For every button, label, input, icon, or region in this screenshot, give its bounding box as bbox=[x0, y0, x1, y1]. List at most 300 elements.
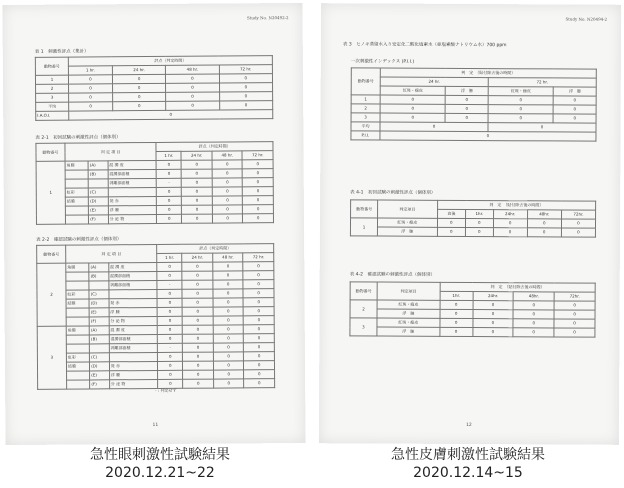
cell: 0 bbox=[219, 101, 272, 110]
table3-animal-header: 動物番号 bbox=[351, 68, 380, 95]
table21-time: 1 hr. bbox=[156, 151, 181, 160]
item-category bbox=[66, 272, 89, 281]
table41-time: 直後 bbox=[437, 209, 466, 218]
table1-animal-header: 動物番号 bbox=[35, 57, 68, 75]
item-category bbox=[66, 308, 89, 317]
cell: 0 bbox=[183, 379, 214, 388]
cell: 0 bbox=[156, 169, 181, 178]
right-caption-title: 急性皮膚刺激性試験結果 bbox=[391, 447, 545, 463]
table-row bbox=[350, 227, 595, 237]
item-code bbox=[90, 344, 109, 353]
right-report-page bbox=[319, 3, 621, 445]
row-label: 3 bbox=[36, 93, 69, 102]
row-label: 平均 bbox=[36, 102, 69, 111]
cell: 0 bbox=[157, 214, 182, 223]
cell: 0 bbox=[445, 104, 488, 113]
cell: 0 bbox=[113, 92, 166, 101]
cell: 0 bbox=[182, 307, 213, 316]
item-code: (C) bbox=[89, 290, 108, 299]
cell: 0 bbox=[212, 196, 243, 205]
item-name: 紅斑・痂皮 bbox=[377, 318, 440, 327]
table22-group-header: 評点（判定時間） bbox=[157, 244, 274, 254]
table42-time: 48hr. bbox=[513, 292, 554, 301]
cell: 0 bbox=[157, 289, 182, 298]
cell: 0 bbox=[554, 328, 595, 337]
cell: 0 bbox=[243, 298, 274, 307]
table-row bbox=[36, 214, 273, 225]
table21-time: 48 hr. bbox=[212, 151, 243, 160]
cell: 0 bbox=[157, 325, 182, 334]
item-name: 発 赤 bbox=[109, 298, 158, 307]
cell: 0 bbox=[244, 334, 275, 343]
cell: 0 bbox=[243, 271, 274, 280]
cell: 0 bbox=[465, 218, 493, 227]
item-category bbox=[67, 371, 90, 380]
pii-value: 0 bbox=[380, 131, 596, 141]
table1 bbox=[35, 55, 273, 121]
cell: 0 bbox=[183, 352, 214, 361]
cell: 0 bbox=[157, 307, 182, 316]
cell: 0 bbox=[243, 187, 274, 196]
item-code bbox=[89, 281, 108, 290]
cell: 0 bbox=[440, 309, 473, 318]
item-code: (A) bbox=[89, 326, 108, 335]
table3-caption: 表 3 ヒノキ蒸留水入り安定化二酸化塩素水（亜塩素酸ナトリウム水）700 ppm bbox=[342, 42, 507, 49]
item-category: 結膜 bbox=[66, 362, 89, 371]
cell: 0 bbox=[488, 96, 553, 105]
item-name: 混 濁 度 bbox=[108, 262, 157, 271]
cell: 0 bbox=[437, 227, 466, 236]
item-category bbox=[66, 281, 89, 290]
cell: 0 bbox=[527, 219, 561, 228]
table22 bbox=[36, 243, 275, 390]
cell: 0 bbox=[157, 262, 182, 271]
cell: 0 bbox=[243, 169, 274, 178]
item-category: 結膜 bbox=[65, 197, 88, 206]
cell: 0 bbox=[182, 262, 213, 271]
cell: 0 bbox=[181, 160, 212, 169]
cell: 0 bbox=[213, 325, 244, 334]
right-page-number: 12 bbox=[466, 422, 472, 429]
iaoi-label: I.A.O.I. bbox=[36, 111, 69, 120]
table22-time: 1 hr. bbox=[157, 253, 182, 262]
item-name: 浮 腫 bbox=[109, 307, 158, 316]
table3 bbox=[350, 67, 596, 141]
cell: 0 bbox=[437, 218, 466, 227]
cell: 0 bbox=[473, 301, 514, 310]
right-caption-date: 2020.12.14~15 bbox=[413, 465, 523, 481]
item-code: (E) bbox=[90, 371, 109, 380]
item-category bbox=[65, 170, 88, 179]
cell: 0 bbox=[561, 228, 595, 237]
table41-time: 48hr. bbox=[527, 210, 561, 219]
cell: - bbox=[156, 178, 181, 187]
cell: 0 bbox=[213, 307, 244, 316]
cell: 0 bbox=[488, 105, 553, 114]
cell: 0 bbox=[183, 370, 214, 379]
item-code: (A) bbox=[89, 263, 108, 272]
iaoi-value: 0 bbox=[69, 110, 273, 120]
table3-subcol: 浮 腫 bbox=[446, 86, 489, 95]
item-code: (D) bbox=[89, 299, 108, 308]
cell: 0 bbox=[380, 104, 445, 113]
cell: 0 bbox=[182, 289, 213, 298]
cell: 0 bbox=[527, 228, 561, 237]
item-code: (A) bbox=[88, 161, 107, 170]
cell: 0 bbox=[213, 370, 244, 379]
table3-subcol: 紅斑・痂皮 bbox=[488, 87, 553, 96]
cell: 0 bbox=[157, 271, 182, 280]
table1-group-header: 評点（判定時間） bbox=[68, 56, 272, 66]
table22-time: 72 hr. bbox=[243, 253, 274, 262]
animal-number: 3 bbox=[37, 326, 66, 389]
table-row bbox=[350, 327, 595, 337]
item-code: (C) bbox=[88, 188, 107, 197]
cell: 0 bbox=[244, 361, 275, 370]
cell: 0 bbox=[445, 95, 488, 104]
table21-caption: 表 2-1 初回試験の刺激性評点（個体別） bbox=[35, 135, 121, 141]
cell: 0 bbox=[244, 379, 275, 388]
item-name: 紅斑・痂皮 bbox=[377, 300, 440, 309]
cell: 0 bbox=[212, 214, 243, 223]
table3-time: 72 hr. bbox=[488, 78, 596, 88]
item-name: 混 濁 度 bbox=[109, 325, 158, 334]
cell: 0 bbox=[183, 334, 214, 343]
cell: 0 bbox=[513, 319, 554, 328]
cell: 0 bbox=[243, 178, 274, 187]
item-name: 浮 腫 bbox=[108, 205, 157, 214]
cell: 0 bbox=[212, 169, 243, 178]
item-category: 角膜 bbox=[65, 161, 88, 170]
left-caption bbox=[0, 446, 320, 482]
item-name: 混濁部面積 bbox=[108, 169, 157, 178]
avg-label: 平均 bbox=[351, 122, 380, 131]
item-code: (B) bbox=[90, 335, 109, 344]
cell: 0 bbox=[472, 328, 513, 337]
cell: 0 bbox=[182, 214, 213, 223]
table3-subcaption: 一次刺激性インデックス (P.I.I.) bbox=[350, 59, 415, 65]
table1-time: 48 hr. bbox=[166, 65, 219, 74]
cell: 0 bbox=[440, 327, 473, 336]
cell: 0 bbox=[213, 352, 244, 361]
item-code bbox=[88, 179, 107, 188]
item-code: (C) bbox=[90, 353, 109, 362]
table-row bbox=[36, 110, 273, 121]
item-category: 角膜 bbox=[66, 263, 89, 272]
item-name: 分 泌 物 bbox=[109, 379, 158, 388]
item-code: (E) bbox=[89, 206, 108, 215]
item-name: 剥離部面積 bbox=[109, 343, 158, 352]
cell: 0 bbox=[158, 370, 183, 379]
table41 bbox=[350, 199, 596, 237]
cell: 0 bbox=[553, 105, 596, 114]
cell: 0 bbox=[554, 301, 595, 310]
left-caption-title: 急性眼刺激性試験結果 bbox=[90, 447, 230, 463]
cell: 0 bbox=[473, 319, 514, 328]
table42-time: 72hr. bbox=[554, 292, 595, 301]
animal-number: 1 bbox=[36, 161, 65, 224]
item-category: 虹彩 bbox=[66, 290, 89, 299]
table42-group-header: 判 定 （貼付除去後の時間） bbox=[440, 282, 595, 292]
cell: 0 bbox=[212, 205, 243, 214]
cell: 0 bbox=[561, 219, 595, 228]
left-report-page bbox=[2, 3, 305, 445]
cell: 0 bbox=[553, 114, 596, 123]
table42-animal-header: 動物番号 bbox=[350, 282, 377, 300]
item-name: 分 泌 物 bbox=[108, 214, 157, 223]
table21-time: 24 hr. bbox=[181, 151, 212, 160]
item-name: 浮 腫 bbox=[377, 309, 440, 318]
table41-time: 1hr. bbox=[466, 209, 494, 218]
table21 bbox=[35, 141, 274, 225]
cell: 0 bbox=[182, 298, 213, 307]
table1-caption: 表 1 刺激性評点（集計） bbox=[34, 49, 89, 55]
item-category bbox=[66, 344, 89, 353]
cell: 0 bbox=[157, 316, 182, 325]
cell: 0 bbox=[219, 92, 272, 101]
cell: 0 bbox=[69, 93, 113, 102]
item-category: 結膜 bbox=[66, 299, 89, 308]
cell: 0 bbox=[243, 262, 274, 271]
cell: 0 bbox=[213, 262, 244, 271]
item-category: 虹彩 bbox=[66, 353, 89, 362]
table42-item-header: 判定項目 bbox=[377, 282, 440, 300]
cell: 0 bbox=[219, 83, 272, 92]
cell: 0 bbox=[182, 187, 213, 196]
cell: 0 bbox=[183, 361, 214, 370]
cell: 0 bbox=[243, 214, 274, 223]
item-name: 浮 腫 bbox=[377, 227, 437, 236]
item-code: (F) bbox=[89, 215, 108, 224]
row-label: 1 bbox=[35, 75, 68, 84]
row-label: 2 bbox=[351, 104, 380, 113]
table21-animal-header: 動物番号 bbox=[36, 143, 65, 161]
item-name: 混 濁 度 bbox=[108, 160, 157, 169]
item-category bbox=[67, 380, 90, 389]
table41-item-header: 判定項目 bbox=[378, 200, 438, 218]
cell: 0 bbox=[183, 316, 214, 325]
item-code: (E) bbox=[89, 308, 108, 317]
cell: 0 bbox=[212, 178, 243, 187]
cell: 0 bbox=[219, 74, 272, 83]
cell: 0 bbox=[166, 101, 219, 110]
cell: 0 bbox=[166, 92, 219, 101]
right-caption bbox=[312, 446, 624, 482]
item-name: 混濁部面積 bbox=[109, 334, 158, 343]
cell: 0 bbox=[473, 310, 514, 319]
cell: 0 bbox=[158, 334, 183, 343]
item-name: 剥離部面積 bbox=[108, 178, 157, 187]
cell: - bbox=[158, 343, 183, 352]
cell: 0 bbox=[213, 361, 244, 370]
cell: 0 bbox=[465, 227, 493, 236]
cell: 0 bbox=[157, 196, 182, 205]
item-category bbox=[66, 317, 89, 326]
table-row bbox=[351, 131, 596, 141]
item-name: 剥離部面積 bbox=[109, 280, 158, 289]
item-name: 分 泌 物 bbox=[109, 316, 158, 325]
cell: 0 bbox=[182, 196, 213, 205]
cell: 0 bbox=[213, 379, 244, 388]
cell: 0 bbox=[380, 95, 445, 104]
cell: 0 bbox=[156, 160, 181, 169]
cell: 0 bbox=[513, 328, 554, 337]
cell: 0 bbox=[243, 205, 274, 214]
item-name: 浮 腫 bbox=[377, 327, 440, 336]
cell: 0 bbox=[243, 280, 274, 289]
cell: 0 bbox=[69, 84, 113, 93]
table41-time: 72hr. bbox=[561, 210, 595, 219]
cell: 0 bbox=[244, 307, 275, 316]
item-category: 虹彩 bbox=[65, 188, 88, 197]
cell: 0 bbox=[380, 122, 488, 132]
cell: 0 bbox=[213, 316, 244, 325]
table41-animal-header: 動物番号 bbox=[351, 200, 378, 218]
item-name: 発 赤 bbox=[108, 196, 157, 205]
cell: 0 bbox=[213, 271, 244, 280]
cell: 0 bbox=[213, 280, 244, 289]
table3-time: 24 hr. bbox=[380, 77, 488, 87]
animal-number: 2 bbox=[37, 263, 66, 326]
cell: 0 bbox=[182, 271, 213, 280]
cell: 0 bbox=[158, 361, 183, 370]
item-code: (D) bbox=[89, 197, 108, 206]
cell: 0 bbox=[156, 187, 181, 196]
cell: 0 bbox=[183, 325, 214, 334]
item-category bbox=[65, 215, 88, 224]
table3-group-header: 判 定 （貼付除去後の時間） bbox=[380, 68, 596, 78]
right-study-number: Study No. N20494-2 bbox=[565, 16, 608, 22]
cell: 0 bbox=[158, 352, 183, 361]
cell: 0 bbox=[243, 289, 274, 298]
cell: 0 bbox=[213, 289, 244, 298]
item-name: 浮 腫 bbox=[109, 370, 158, 379]
item-category: 角膜 bbox=[66, 326, 89, 335]
item-code: (D) bbox=[90, 362, 109, 371]
table22-item-header: 判 定 項 目 bbox=[66, 244, 157, 263]
cell: 0 bbox=[213, 343, 244, 352]
cell: 0 bbox=[445, 113, 488, 122]
table21-item-header: 判 定 項 目 bbox=[65, 142, 156, 161]
cell: 0 bbox=[488, 114, 553, 123]
item-code: (F) bbox=[89, 317, 108, 326]
left-study-number: Study No. N20492-2 bbox=[247, 15, 289, 21]
left-page-number: 11 bbox=[152, 422, 159, 429]
cell: 0 bbox=[244, 352, 275, 361]
cell: 0 bbox=[513, 301, 554, 310]
item-name: 混濁部面積 bbox=[109, 271, 158, 280]
item-category bbox=[65, 206, 88, 215]
table21-group-header: 評点（判定時間） bbox=[156, 142, 273, 152]
cell: 0 bbox=[244, 316, 275, 325]
table41-time: 24hr. bbox=[493, 210, 527, 219]
cell: 0 bbox=[493, 219, 527, 228]
item-code: (F) bbox=[90, 380, 109, 389]
cell: 0 bbox=[158, 379, 183, 388]
cell: 0 bbox=[440, 318, 473, 327]
table42-caption: 表 4-2 確認試験の刺激性評点（個体別） bbox=[349, 272, 436, 278]
cell: 0 bbox=[166, 74, 219, 83]
item-name: 発 赤 bbox=[109, 361, 158, 370]
cell: 0 bbox=[182, 280, 213, 289]
table21-time: 72 hr. bbox=[242, 151, 273, 160]
cell: 0 bbox=[182, 178, 213, 187]
cell: 0 bbox=[244, 370, 275, 379]
cell: 0 bbox=[183, 343, 214, 352]
item-name: 紅斑・痂皮 bbox=[377, 218, 437, 227]
item-category bbox=[65, 179, 88, 188]
table1-time: 72 hr. bbox=[219, 65, 272, 74]
table22-animal-header: 動物番号 bbox=[37, 245, 66, 263]
table1-time: 24 hr. bbox=[112, 65, 165, 74]
cell: 0 bbox=[553, 96, 596, 105]
cell: 0 bbox=[213, 334, 244, 343]
item-category bbox=[66, 335, 89, 344]
cell: 0 bbox=[513, 310, 554, 319]
table22-caption: 表 2-2 確認試験の刺激性評点（個体別） bbox=[36, 237, 122, 243]
cell: 0 bbox=[244, 343, 275, 352]
pii-label: P.I.I. bbox=[351, 131, 380, 140]
cell: - bbox=[157, 280, 182, 289]
cell: 0 bbox=[554, 319, 595, 328]
table42-time: 24hr. bbox=[473, 292, 514, 301]
left-caption-date: 2020.12.21~22 bbox=[105, 465, 215, 481]
cell: 0 bbox=[212, 160, 243, 169]
table22-time: 48 hr. bbox=[213, 253, 244, 262]
cell: 0 bbox=[488, 123, 596, 133]
item-code: (B) bbox=[89, 272, 108, 281]
cell: 0 bbox=[112, 83, 165, 92]
animal-number: 1 bbox=[350, 218, 377, 236]
cell: 0 bbox=[182, 169, 213, 178]
item-name bbox=[108, 187, 157, 196]
item-name bbox=[109, 289, 158, 298]
table3-subcol: 浮 腫 bbox=[554, 87, 597, 96]
cell: 0 bbox=[113, 101, 166, 110]
table3-subcol: 紅斑・痂皮 bbox=[380, 86, 445, 95]
table42 bbox=[349, 281, 595, 337]
cell: 0 bbox=[440, 300, 473, 309]
left-footnote: - : 判定せず bbox=[155, 387, 177, 393]
cell: 0 bbox=[213, 298, 244, 307]
cell: 0 bbox=[68, 75, 112, 84]
animal-number: 3 bbox=[350, 318, 377, 336]
cell: 0 bbox=[157, 298, 182, 307]
table41-caption: 表 4-1 初回試験の刺激性評点（個体別） bbox=[350, 190, 436, 196]
cell: 0 bbox=[112, 74, 165, 83]
table22-time: 24 hr. bbox=[182, 253, 213, 262]
row-label: 2 bbox=[36, 84, 69, 93]
cell: 0 bbox=[166, 83, 219, 92]
row-label: 1 bbox=[351, 95, 380, 104]
cell: 0 bbox=[157, 205, 182, 214]
table41-group-header: 判 定 （貼付除去後の時間） bbox=[437, 200, 596, 210]
cell: 0 bbox=[244, 325, 275, 334]
cell: 0 bbox=[554, 310, 595, 319]
cell: 0 bbox=[212, 187, 243, 196]
cell: 0 bbox=[242, 160, 273, 169]
animal-number: 2 bbox=[350, 300, 377, 318]
item-name bbox=[109, 352, 158, 361]
cell: 0 bbox=[493, 228, 527, 237]
cell: 0 bbox=[182, 205, 213, 214]
cell: 0 bbox=[243, 196, 274, 205]
table42-time: 1hr. bbox=[440, 291, 473, 300]
item-code: (B) bbox=[88, 170, 107, 179]
table1-time: 1 hr. bbox=[68, 66, 112, 75]
cell: 0 bbox=[380, 113, 445, 122]
row-label: 3 bbox=[351, 113, 380, 122]
